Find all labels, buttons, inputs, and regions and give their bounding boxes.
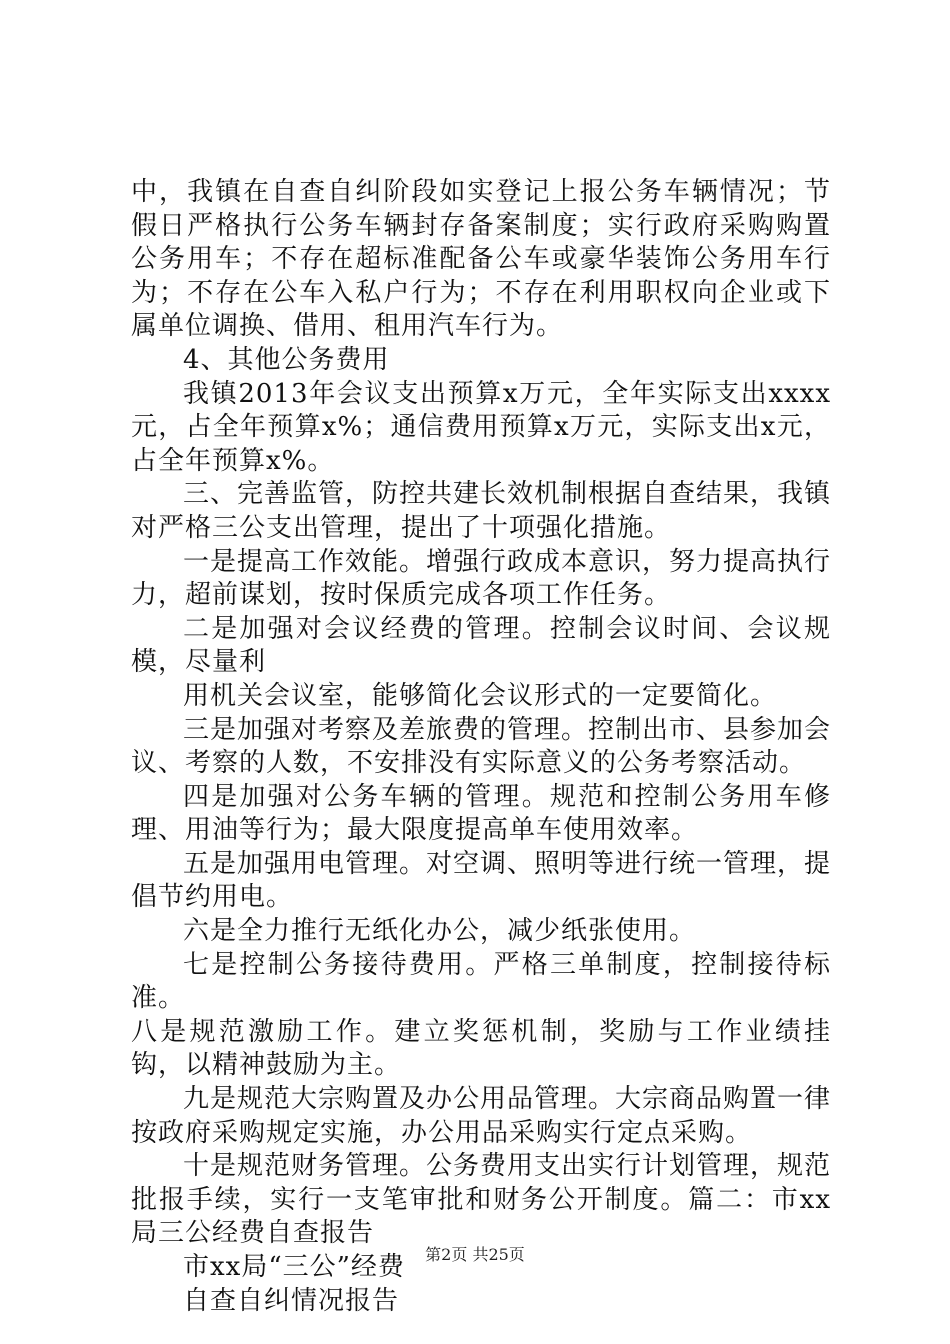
measure-3: 三是加强对考察及差旅费的管理。控制出市、县参加会议、考察的人数，不安排没有实际意义的公务考察活动。 [131,714,832,779]
report-title-line-1: 市xx局“三公”经费 [183,1252,405,1282]
measure-4: 四是加强对公务车辆的管理。规范和控制公务用车修理、用油等行为；最大限度提高单车使用效率。 [131,781,831,846]
measure-9: 九是规范大宗购置及办公用品管理。大宗商品购置一律按政府采购规定实施，办公用品采购实行定点采购。 [131,1084,832,1148]
measure-5: 五是加强用电管理。对空调、照明等进行统一管理，提倡节约用电。 [131,848,832,913]
page-number-footer: 第2页 共25页 [425,1245,525,1264]
paragraph-meeting-budget: 我镇2013年会议支出预算x万元，全年实际支出xxxx元，占全年预算x%；通信费用预算x万元，实际支出x元，占全年预算x%。 [131,378,831,476]
measure-8: 八是规范激励工作。建立奖惩机制，奖励与工作业绩挂钩，以精神鼓励为主。 [131,1016,831,1081]
measure-6: 六是全力推行无纸化办公，减少纸张使用。 [183,916,697,947]
document-body [131,176,831,1318]
paragraph-supervision: 三、完善监管，防控共建长效机制根据自查结果，我镇对严格三公支出管理，提出了十项强化措施。 [131,479,832,543]
measure-2: 二是加强对会议经费的管理。控制会议时间、会议规模，尽量利 [131,613,831,678]
measure-7: 七是控制公务接待费用。严格三单制度，控制接待标准。 [131,949,831,1014]
paragraph-vehicle-check: 中，我镇在自查自纠阶段如实登记上报公务车辆情况；节假日严格执行公务车辆封存备案制度；实行政府采购购置公务用车；不存在超标准配备公车或豪华装饰公务用车行为；不存在公车入私户行为；不存在利用职权向企业或下属单位调换、借用、租用汽车行为。 [131,177,831,342]
measure-10: 十是规范财务管理。公务费用支出实行计划管理，规范批报手续，实行一支笔审批和财务公开制度。篇二：市xx局三公经费自查报告 [131,1151,832,1249]
measure-2-continued: 用机关会议室，能够简化会议形式的一定要简化。 [183,680,778,711]
measure-1: 一是提高工作效能。增强行政成本意识，努力提高执行力，超前谋划，按时保质完成各项工作任务。 [131,546,832,611]
report-title-line-2: 自查自纠情况报告 [183,1285,400,1316]
heading-other-expenses: 4、其他公务费用 [183,344,390,375]
